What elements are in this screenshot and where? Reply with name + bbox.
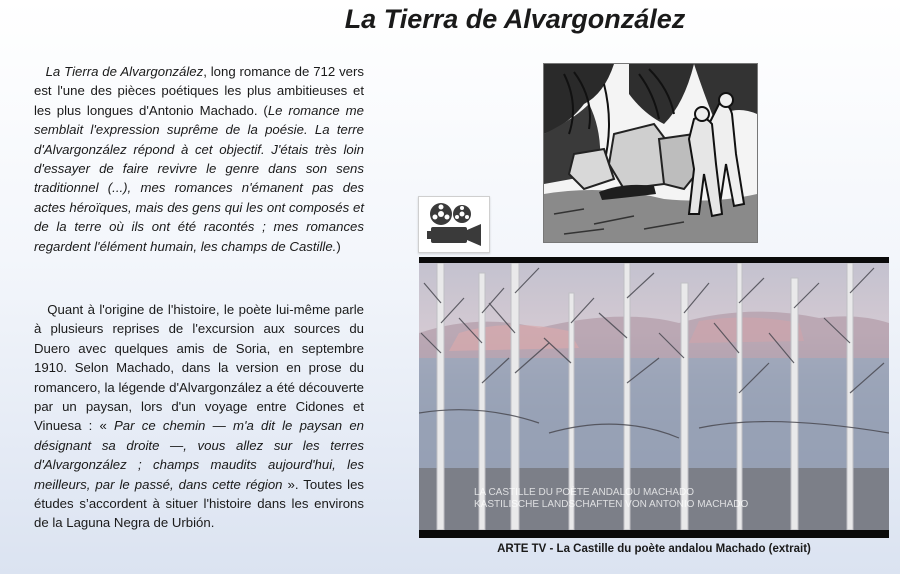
- origin-text: Quant à l'origine de l'histoire, le poète lui-même parle à plusieurs reprises de l'excursion aux sources du Duero avec quelques amis de Soria, en septembre 1910. Selon Machado, dans la version en prose du romancero, la légende d'Alvargonzález a été découverte par un paysan, lors d'un voyage entre Cidones et Vinuesa : «: [34, 302, 364, 434]
- peasant-quote: Par ce chemin — m'a dit le paysan en désignant sa droite —, vous allez sur les terres d'Alvargonzález ; champs maudits aujourd'hui, les meilleurs, par le passé, dans cette région: [34, 418, 364, 492]
- page-title: La Tierra de Alvargonzález: [344, 4, 686, 34]
- machado-quote: Le romance me semblait l'expression suprême de la poésie. La terre d'Alvargonzález répond à cet objectif. J'étais très loin d'essayer de faire revivre le genre dans son sens traditionnel (...), mes romances n'émanent pas des actes héroïques, mais des gens qui les ont composés et de la terre où ils ont été racontés ; mes romances regardent l'élément humain, les champs de Castille.: [34, 102, 365, 254]
- film-projector-icon: [419, 197, 489, 252]
- intro-closing: ): [336, 238, 341, 254]
- woodcut-illustration: [543, 63, 758, 243]
- video-caption: ARTE TV - La Castille du poète andalou Machado (extrait): [497, 543, 811, 555]
- origin-paragraph: [34, 300, 364, 533]
- video-player[interactable]: [419, 257, 889, 538]
- poem-title-inline: La Tierra de Alvargonzález: [45, 64, 204, 79]
- video-still: [419, 263, 889, 530]
- intro-paragraph: [34, 62, 364, 256]
- intro-text: , long romance de 712 vers est l'une des pièces poétiques les plus ambitieuses et les plus longues d'Antonio Machado. (: [34, 64, 364, 118]
- video-overlay-title: LA CASTILLE DU POÈTE ANDALOU MACHADO: [474, 487, 695, 498]
- film-projector-button[interactable]: [418, 196, 490, 253]
- video-overlay-subtitle: KASTILISCHE LANDSCHAFTEN VON ANTONIO MACHADO: [474, 499, 749, 510]
- origin-closing: ». Toutes les études s’accordent à situer l'histoire dans les environs de la Laguna Negra de Urbión.: [34, 476, 364, 531]
